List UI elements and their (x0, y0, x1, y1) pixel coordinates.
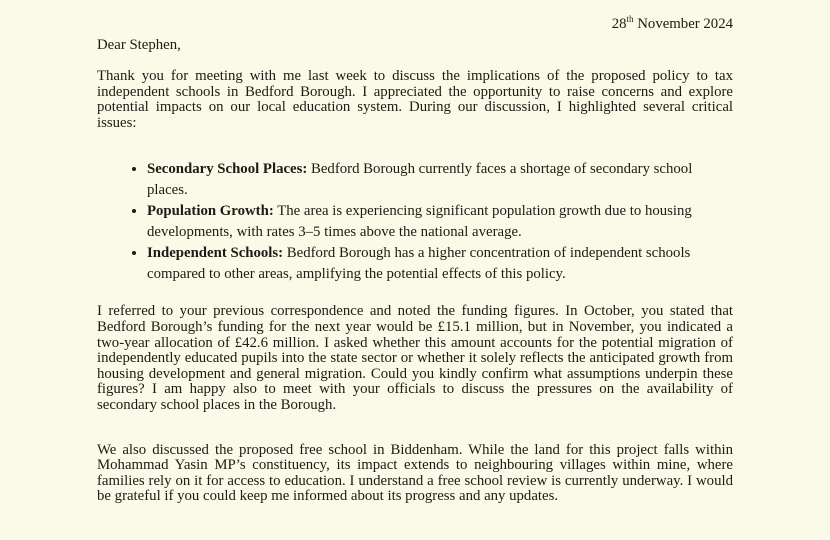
paragraph-intro: Thank you for meeting with me last week to discuss the implications of the proposed policy to tax independent schools in Bedford Borough. I appreciated the opportunity to raise concerns and explore potential impacts on our local education system. During our discussion, I highlighted several critical issues: (97, 68, 733, 131)
issue-text: Bedford Borough has a higher concentration of independent schools compared to other areas, amplifying the potential effects of this policy. (147, 245, 691, 283)
date-month-year: November 2024 (633, 16, 733, 32)
paragraph-funding: I referred to your previous correspondence and noted the funding figures. In October, you stated that Bedford Borough’s funding for the next year would be £15.1 million, but in November, you indicated a two-year allocation of £42.6 million. I asked whether this amount accounts for the potential migration of independently educated pupils into the state sector or whether it solely reflects the anticipated growth from housing development and general migration. Could you kindly confirm what assumptions underpin these figures? I am happy also to meet with your officials to discuss the pressures on the availability of secondary school places in the Borough. (97, 303, 733, 413)
issue-text: The area is experiencing significant population growth due to housing developments, with rates 3–5 times above the national average. (147, 203, 692, 241)
issue-text: Bedford Borough currently faces a shortage of secondary school places. (147, 161, 693, 199)
issue-label: Secondary School Places: (147, 161, 308, 178)
issues-list (97, 159, 733, 285)
date-day: 28 (611, 16, 627, 32)
date-ordinal: th (626, 14, 634, 25)
letter-date (97, 14, 733, 33)
issue-item-secondary-school-places (147, 159, 733, 201)
issue-item-independent-schools (147, 243, 733, 285)
issue-label: Independent Schools: (147, 245, 284, 262)
issue-item-population-growth (147, 201, 733, 243)
issue-label: Population Growth: (147, 203, 274, 220)
salutation: Dear Stephen, (97, 36, 181, 53)
paragraph-free-school: We also discussed the proposed free school in Biddenham. While the land for this project falls within Mohammad Yasin MP’s constituency, its impact extends to neighbouring villages within mine, where families rely on it for access to education. I understand a free school review is currently underway. I would be grateful if you could keep me informed about its progress and any updates. (97, 441, 733, 505)
